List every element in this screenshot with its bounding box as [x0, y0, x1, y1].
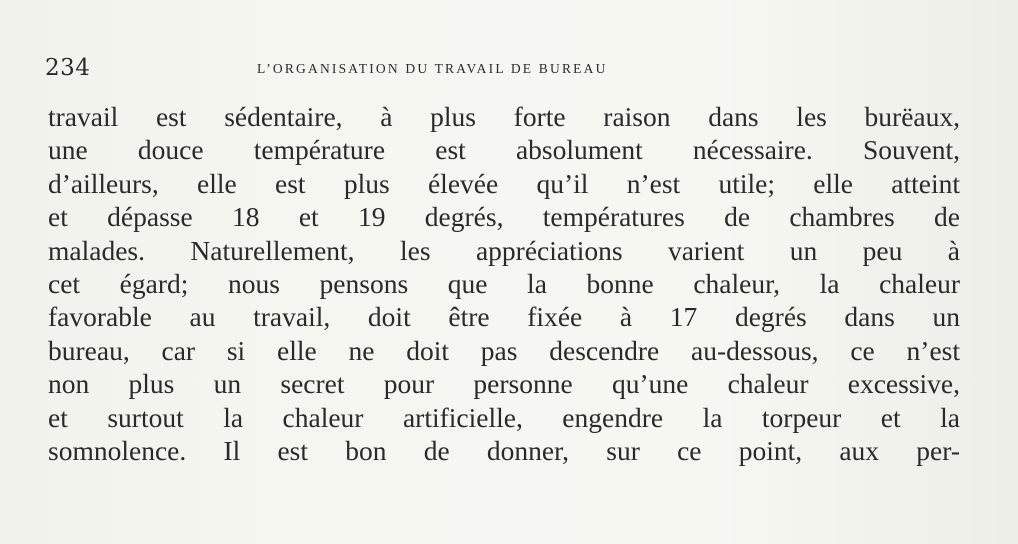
text-line: travail est sédentaire, à plus forte raison dans les burëaux, [48, 101, 960, 132]
text-line: d’ailleurs, elle est plus élevée qu’il n’est utile; elle atteint [48, 167, 960, 199]
page-number: 234 [45, 55, 91, 81]
text-line: bureau, car si elle ne doit pas descendre au-dessous, ce n’est [48, 334, 960, 366]
text-line: favorable au travail, doit être fixée à 17 degrés dans un [48, 301, 960, 333]
text-line: une douce température est absolument nécessaire. Souvent, [48, 134, 960, 166]
page-header [45, 55, 975, 85]
body-text [48, 100, 960, 467]
text-line: cet égard; nous pensons que la bonne chaleur, la chaleur [48, 267, 960, 299]
text-line: non plus un secret pour personne qu’une chaleur excessive, [48, 368, 960, 400]
text-line: somnolence. Il est bon de donner, sur ce point, aux per- [48, 434, 960, 466]
text-line: et surtout la chaleur artificielle, engendre la torpeur et la [48, 401, 960, 433]
text-line: et dépasse 18 et 19 degrés, températures de chambres de [48, 201, 960, 233]
text-line: malades. Naturellement, les appréciations varient un peu à [48, 234, 960, 266]
running-head: L’ORGANISATION DU TRAVAIL DE BUREAU [257, 61, 608, 76]
